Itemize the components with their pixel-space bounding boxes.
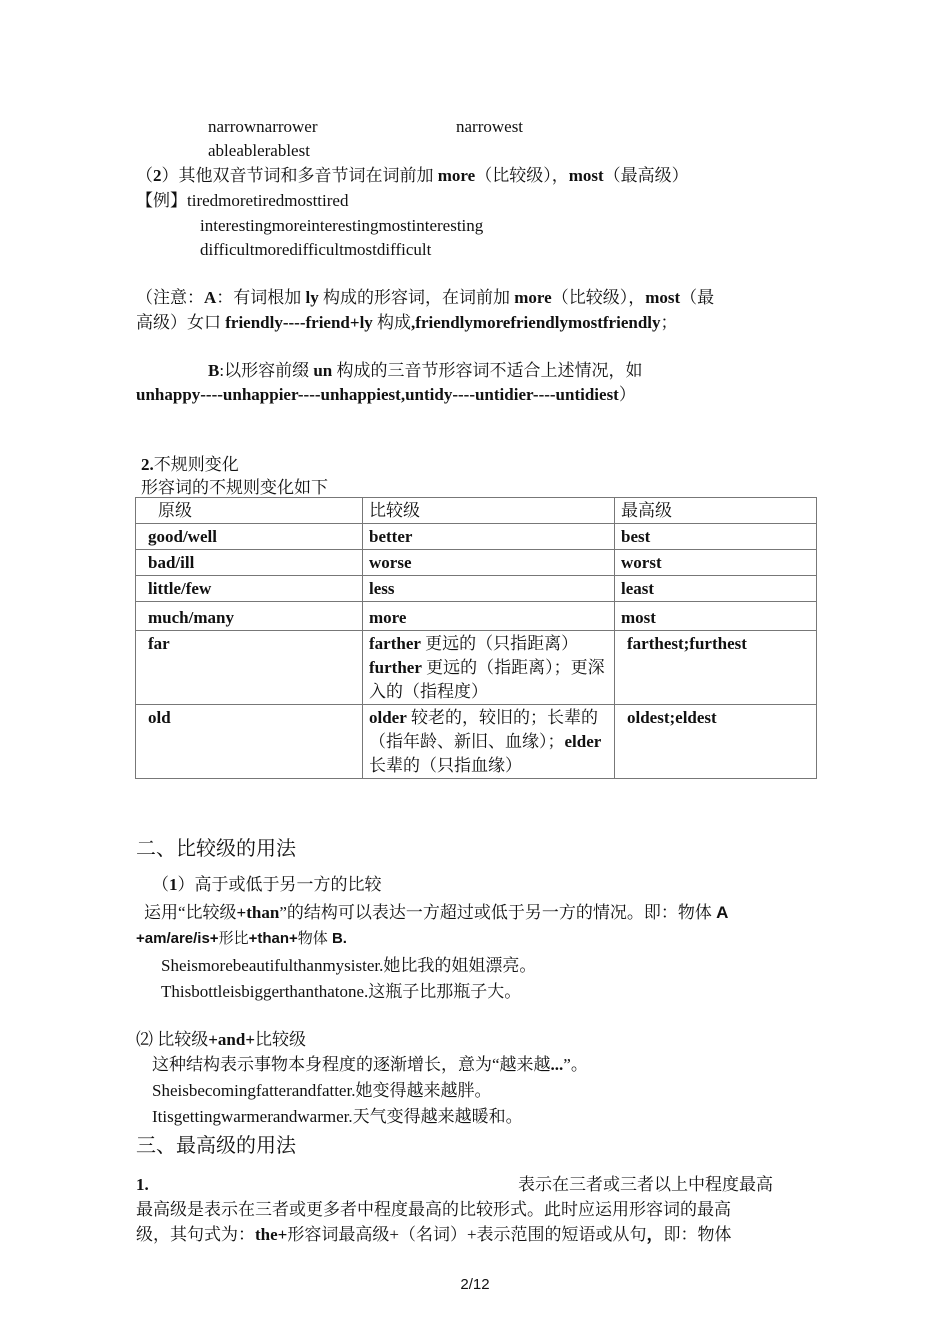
cell-text: bad/ill bbox=[148, 553, 195, 572]
text: 运用“比较级 bbox=[144, 903, 237, 922]
keyword: +than bbox=[236, 903, 280, 922]
cell-superlative bbox=[615, 524, 817, 550]
text: 比较级 bbox=[255, 1030, 307, 1049]
note-letter: A bbox=[204, 288, 217, 307]
text: （比较级）， bbox=[551, 288, 646, 307]
text: 比较级 bbox=[153, 1030, 209, 1049]
example-narrowest: narrowest bbox=[456, 117, 524, 136]
page-number: 2/12 bbox=[460, 1276, 490, 1293]
keyword: +and+ bbox=[208, 1030, 256, 1049]
cell-text: less bbox=[369, 579, 395, 598]
table-row bbox=[136, 576, 817, 602]
cell-superlative bbox=[615, 631, 817, 705]
s2-point-2 bbox=[136, 1029, 306, 1051]
point-number: 1. bbox=[136, 1175, 149, 1194]
cell-text: good/well bbox=[148, 527, 217, 546]
table-row bbox=[136, 524, 817, 550]
text: ） bbox=[618, 385, 636, 404]
example-line-1 bbox=[136, 190, 348, 212]
text: 构成 bbox=[372, 313, 412, 332]
text: （比较级）， bbox=[475, 166, 569, 185]
text: 物体 bbox=[297, 930, 332, 947]
s3-line-2: 最高级是表示在三者或更多者中程度最高的比较形式。此时应运用形容词的最高 bbox=[136, 1200, 731, 1219]
text: :以形容前缀 bbox=[219, 361, 314, 380]
cell-text: much/many bbox=[148, 608, 234, 627]
text: 即：物体 bbox=[663, 1225, 732, 1244]
cell-comparative bbox=[363, 705, 615, 779]
s2-point-1-desc-2 bbox=[136, 928, 347, 950]
keyword-more: more bbox=[437, 166, 476, 185]
note-letter: B bbox=[208, 361, 220, 380]
cell-base bbox=[136, 550, 363, 576]
note-b-line-1 bbox=[208, 360, 643, 382]
cell-text: old bbox=[148, 708, 171, 727]
example-narrow bbox=[208, 116, 318, 138]
s3-line-3 bbox=[136, 1224, 732, 1246]
cell-superlative bbox=[615, 550, 817, 576]
text: 较老的，较旧的；长辈的（指年龄、新旧、血缘）； bbox=[369, 708, 599, 751]
text: 形容词最高级+（名词）+表示范围的短语或从句 bbox=[287, 1225, 647, 1244]
keyword: further bbox=[369, 658, 422, 677]
keyword: friendly----friend+ly bbox=[225, 313, 373, 332]
cell-base bbox=[136, 602, 363, 631]
cell-comparative bbox=[363, 602, 615, 631]
cell-text: farthest;furthest bbox=[627, 634, 747, 653]
text: ）高于或低于另一方的比较 bbox=[177, 875, 382, 894]
s2-point-1 bbox=[152, 874, 382, 896]
text: ：有词根加 bbox=[216, 288, 306, 307]
s2-point-2-desc bbox=[152, 1054, 588, 1076]
narrow-forms: narrownarrower bbox=[208, 117, 318, 136]
point-number: ⑵ bbox=[136, 1030, 153, 1049]
cell-text: little/few bbox=[148, 579, 212, 598]
example-line-2: interestingmoreinterestingmostinteresting bbox=[200, 216, 484, 235]
cell-superlative bbox=[615, 705, 817, 779]
keyword: un bbox=[313, 361, 333, 380]
text: 长辈的（只指血缘） bbox=[369, 756, 522, 775]
text: （最高级） bbox=[603, 166, 689, 185]
text: 形比 bbox=[218, 930, 249, 947]
cell-superlative bbox=[615, 602, 817, 631]
text: （注意： bbox=[136, 288, 204, 307]
heading-text: 不规则变化 bbox=[153, 455, 239, 474]
cell-comparative bbox=[363, 550, 615, 576]
s2-point-2-example-1: Sheisbecomingfatterandfatter.她变得越来越胖。 bbox=[152, 1081, 492, 1100]
text: 构成的三音节形容词不适合上述情况，如 bbox=[332, 361, 643, 380]
cell-base bbox=[136, 705, 363, 779]
cell-text: oldest;eldest bbox=[627, 708, 717, 727]
keyword: elder bbox=[564, 732, 602, 751]
text: （ bbox=[136, 166, 153, 185]
text: 更远的（指距离）；更深入的（指程度） bbox=[369, 658, 605, 701]
rule-2 bbox=[136, 165, 689, 187]
s2-point-2-example-2: Itisgettingwarmerandwarmer.天气变得越来越暖和。 bbox=[152, 1107, 523, 1126]
text: ； bbox=[660, 313, 678, 332]
cell-text: worse bbox=[369, 553, 412, 572]
header-superlative: 最高级 bbox=[615, 498, 817, 524]
cell-text: most bbox=[621, 608, 656, 627]
cell-text: better bbox=[369, 527, 413, 546]
table-row-far bbox=[136, 631, 817, 705]
cell-comparative bbox=[363, 631, 615, 705]
s2-point-1-desc bbox=[144, 902, 728, 924]
keyword: B. bbox=[331, 930, 347, 947]
cell-text: more bbox=[369, 608, 407, 627]
cell-comparative bbox=[363, 576, 615, 602]
section-3-title: 三、最高级的用法 bbox=[136, 1135, 296, 1157]
s3-line-1: 表示在三者或三者以上中程度最高 bbox=[518, 1175, 773, 1194]
note-b-line-2 bbox=[136, 384, 636, 406]
text: （最 bbox=[680, 288, 715, 307]
text: 这种结构表示事物本身程度的逐渐增长，意为“越来越 bbox=[152, 1055, 551, 1074]
table-header-row bbox=[136, 498, 817, 524]
keyword: the+ bbox=[255, 1225, 288, 1244]
keyword: +am/are/is+ bbox=[136, 930, 219, 947]
s2-example-2: Thisbottleisbiggerthanthatone.这瓶子比那瓶子大。 bbox=[161, 982, 522, 1001]
keyword-most: most bbox=[568, 166, 604, 185]
text: （ bbox=[152, 875, 169, 894]
keyword: most bbox=[645, 288, 681, 307]
header-comparative: 比较级 bbox=[363, 498, 615, 524]
cell-text: least bbox=[621, 579, 655, 598]
keyword: older bbox=[369, 708, 407, 727]
text: ）其他双音节词和多音节词在词前加 bbox=[161, 166, 438, 185]
cell-base bbox=[136, 524, 363, 550]
text: ”的结构可以表达一方超过或低于另一方的情况。即：物体 bbox=[279, 903, 717, 922]
keyword: ly bbox=[305, 288, 319, 307]
note-a-line-1 bbox=[136, 287, 714, 309]
cell-superlative bbox=[615, 576, 817, 602]
cell-text: worst bbox=[621, 553, 662, 572]
note-a-line-2 bbox=[136, 312, 678, 334]
keyword: more bbox=[514, 288, 552, 307]
cell-base bbox=[136, 631, 363, 705]
heading-number: 2. bbox=[141, 455, 154, 474]
keyword: ,friendlymorefriendlymostfriendly bbox=[411, 313, 661, 332]
section-2-title: 二、比较级的用法 bbox=[136, 838, 296, 860]
table-row bbox=[136, 602, 817, 631]
example-text: tiredmoretiredmosttired bbox=[187, 191, 349, 210]
example-line-3: difficultmoredifficultmostdifficult bbox=[200, 240, 432, 259]
text: 高级）女口 bbox=[136, 313, 226, 332]
keyword: +than+ bbox=[248, 930, 298, 947]
s3-number bbox=[136, 1174, 149, 1196]
keyword: unhappy----unhappier----unhappiest,untidy----untidier----untidiest bbox=[136, 385, 619, 404]
text: 更远的（只指距离） bbox=[420, 634, 579, 653]
text: ， bbox=[646, 1225, 664, 1244]
keyword: farther bbox=[369, 634, 421, 653]
cell-base bbox=[136, 576, 363, 602]
example-able: ableablerablest bbox=[208, 141, 310, 160]
cell-text: best bbox=[621, 527, 651, 546]
keyword: ... bbox=[550, 1055, 564, 1074]
keyword: A bbox=[716, 903, 729, 922]
point-number: 1 bbox=[169, 875, 178, 894]
irregular-heading bbox=[141, 454, 239, 476]
text: ”。 bbox=[563, 1055, 588, 1074]
irregular-table bbox=[135, 497, 817, 779]
cell-text: far bbox=[148, 634, 170, 653]
irregular-intro: 形容词的不规则变化如下 bbox=[141, 478, 328, 497]
header-base: 原级 bbox=[136, 498, 363, 524]
text: 构成的形容词，在词前加 bbox=[318, 288, 515, 307]
cell-comparative bbox=[363, 524, 615, 550]
text: 级，其句式为： bbox=[136, 1225, 255, 1244]
example-label: 【例】 bbox=[136, 191, 187, 210]
s2-example-1: Sheismorebeautifulthanmysister.她比我的姐姐漂亮。 bbox=[161, 956, 537, 975]
rule-number: 2 bbox=[153, 166, 162, 185]
table-row bbox=[136, 550, 817, 576]
table-row-old bbox=[136, 705, 817, 779]
